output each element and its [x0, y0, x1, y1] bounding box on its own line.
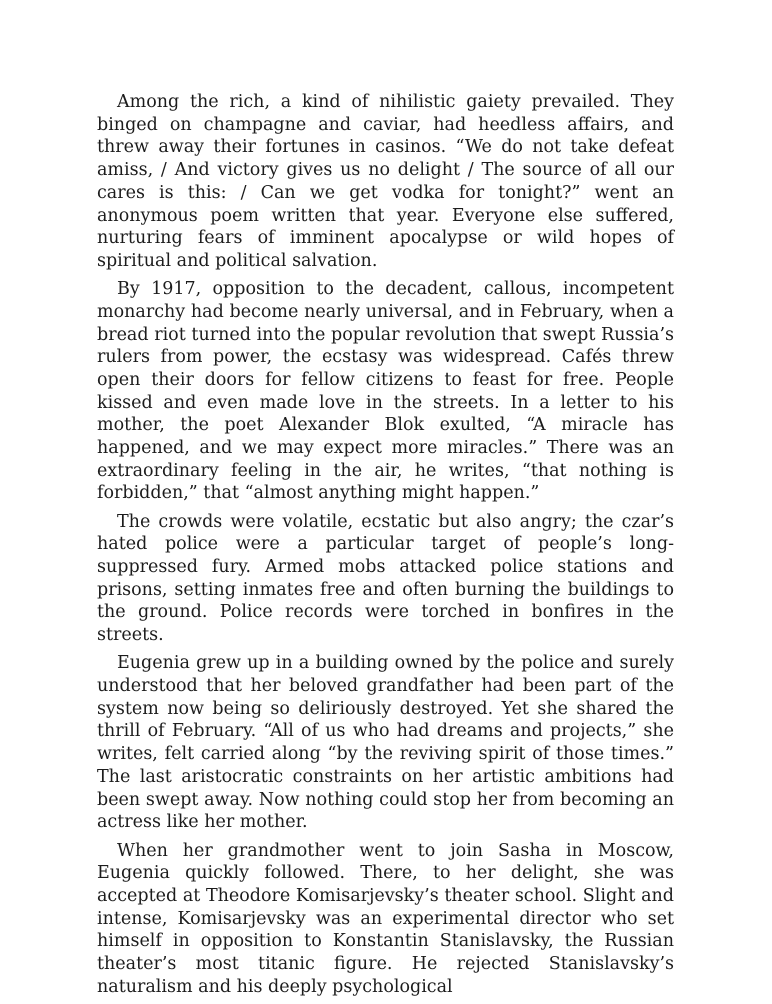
paragraph-2: By 1917, opposition to the decadent, callous, incompetent monarchy had become nearly universal, and in February, when a bread riot turned into the popular revolution that swept Russia’s rulers from power, the ecstasy was widespread. Cafés threw open their doors for fellow citizens to feast for free. People kissed and even made love in the streets. In a letter to his mother, the poet Alexander Blok exulted, “A miracle has happened, and we may expect more miracles.” There was an extraordinary feeling in the air, he writes, “that nothing is forbidden,” that “almost anything might happen.”	[97, 279, 674, 504]
page-body	[97, 91, 674, 1004]
paragraph-4: Eugenia grew up in a building owned by the police and surely understood that her beloved grandfather had been part of the system now being so deliriously destroyed. Yet she shared the thrill of February. “All of us who had dreams and projects,” she writes, felt carried along “by the reviving spirit of those times.” The last aristocratic constraints on her artistic ambitions had been swept away. Now nothing could stop her from becoming an actress like her mother.	[97, 653, 674, 833]
paragraph-5: When her grandmother went to join Sasha in Moscow, Eugenia quickly followed. There, to her delight, she was accepted at Theodore Komisarjevsky’s theater school. Slight and intense, Komisarjevsky was an experimental director who set himself in opposition to Konstantin Stanislavsky, the Russian theater’s most titanic figure. He rejected Stanislavsky’s naturalism and his deeply psychological	[97, 840, 674, 997]
paragraph-3: The crowds were volatile, ecstatic but also angry; the czar’s hated police were a particular target of people’s long-suppressed fury. Armed mobs attacked police stations and prisons, setting inmates free and often burning the buildings to the ground. Police records were torched in bonfires in the streets.	[97, 511, 674, 646]
paragraph-1: Among the rich, a kind of nihilistic gaiety prevailed. They binged on champagne and caviar, had heedless affairs, and threw away their fortunes in casinos. “We do not take defeat amiss, / And victory gives us no delight / The source of all our cares is this: / Can we get vodka for tonight?” went an anonymous poem written that year. Everyone else suffered, nurturing fears of imminent apocalypse or wild hopes of spiritual and political salvation.	[97, 92, 674, 271]
